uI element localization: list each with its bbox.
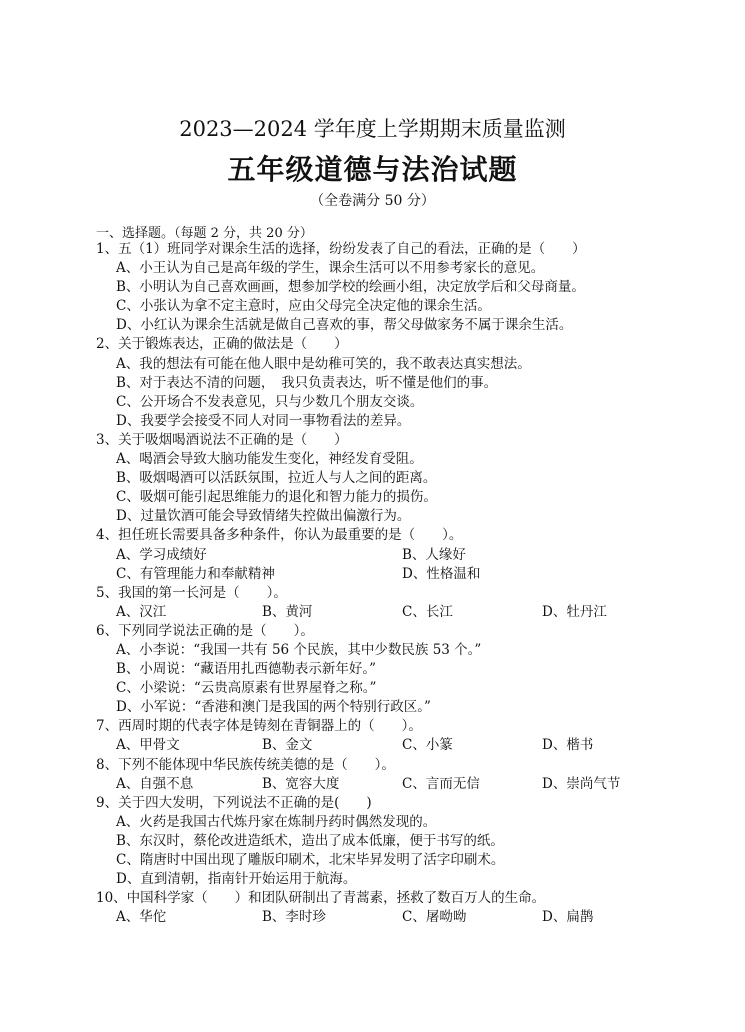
question-option: B、小周说：“藏语用扎西德勒表示新年好。” bbox=[116, 661, 376, 678]
option-row bbox=[96, 565, 716, 584]
question-option: B、宽容大度 bbox=[262, 775, 340, 792]
question-option: C、长江 bbox=[402, 603, 453, 620]
question-option: D、性格温和 bbox=[402, 565, 481, 582]
question-option: C、隋唐时中国出现了雕版印刷术，北宋毕昇发明了活字印刷术。 bbox=[116, 852, 505, 868]
question-option: B、人缘好 bbox=[402, 546, 466, 563]
question-option: C、小梁说：“云贵高原素有世界屋脊之称。” bbox=[116, 680, 377, 697]
question-option: D、我要学会接受不同人对同一事物看法的差异。 bbox=[116, 412, 411, 429]
question-stem: 8、下列不能体现中华民族传统美德的是（ ）。 bbox=[96, 756, 395, 773]
option-row bbox=[96, 775, 716, 794]
question-stem: 1、五（1）班同学对课余生活的选择，纷纷发表了自己的看法，正确的是（ ） bbox=[96, 241, 586, 257]
question-option: C、吸烟可能引起思维能力的退化和智力能力的损伤。 bbox=[116, 489, 437, 506]
exam-period: 2023—2024 学年度上学期期末质量监测 bbox=[179, 117, 566, 141]
question-stem: 10、中国科学家（ ）和团队研制出了青蒿素，拯救了数百万人的生命。 bbox=[96, 890, 546, 907]
question-option: D、直到清朝，指南针开始运用于航海。 bbox=[116, 871, 357, 888]
question-option: B、对于表达不清的问题， 我只负责表达，听不懂是他们的事。 bbox=[116, 374, 498, 391]
question-option: A、我的想法有可能在他人眼中是幼稚可笑的，我不敢表达真实想法。 bbox=[116, 355, 531, 372]
full-score-note: （全卷满分 50 分） bbox=[310, 193, 435, 209]
question-option: A、小李说：“我国一共有 56 个民族，其中少数民族 53 个。” bbox=[116, 641, 482, 658]
question-stem: 6、下列同学说法正确的是（ ）。 bbox=[96, 622, 314, 639]
question-option: A、喝酒会导致大脑功能发生变化，神经发育受阻。 bbox=[116, 451, 423, 468]
question-option: A、火药是我国古代炼丹家在炼制丹药时偶然发现的。 bbox=[116, 813, 437, 830]
question-option: C、小篆 bbox=[402, 737, 453, 754]
question-stem: 3、关于吸烟喝酒说法不正确的是（ ） bbox=[96, 431, 348, 448]
question-option: A、甲骨文 bbox=[116, 737, 180, 754]
question-option: B、小明认为自己喜欢画画，想参加学校的绘画小组，决定放学后和父母商量。 bbox=[116, 279, 585, 296]
question-option: A、小王认为自己是高年级的学生，课余生活可以不用参考家长的意见。 bbox=[116, 260, 545, 277]
option-row bbox=[96, 603, 716, 622]
question-option: C、公开场合不发表意见，只与少数几个朋友交谈。 bbox=[116, 393, 424, 410]
question-option: A、汉江 bbox=[116, 603, 167, 620]
question-option: A、学习成绩好 bbox=[116, 546, 207, 563]
page-title: 五年级道德与法治试题 bbox=[227, 153, 518, 186]
question-option: D、扁鹊 bbox=[542, 909, 594, 926]
question-option: B、李时珍 bbox=[262, 909, 326, 926]
question-stem: 9、关于四大发明，下列说法不正确的是( ) bbox=[96, 794, 372, 811]
question-option: D、崇尚气节 bbox=[542, 775, 621, 792]
question-option: C、有管理能力和奉献精神 bbox=[116, 565, 275, 582]
question-option: D、小红认为课余生活就是做自己喜欢的事，帮父母做家务不属于课余生活。 bbox=[116, 317, 573, 334]
question-option: B、东汉时，蔡伦改进造纸术，造出了成本低廉，便于书写的纸。 bbox=[116, 832, 504, 849]
option-row bbox=[96, 546, 716, 565]
question-option: B、黄河 bbox=[262, 603, 313, 620]
question-option: D、小军说：“香港和澳门是我国的两个特别行政区。” bbox=[116, 699, 431, 716]
question-option: B、吸烟喝酒可以活跃氛围，拉近人与人之间的距离。 bbox=[116, 470, 437, 487]
question-stem: 2、关于锻炼表达，正确的做法是（ ） bbox=[96, 336, 348, 353]
option-row bbox=[96, 736, 716, 755]
question-option: C、言而无信 bbox=[402, 775, 480, 792]
question-option: D、过量饮酒可能会导致情绪失控做出偏激行为。 bbox=[116, 508, 411, 525]
question-option: C、屠呦呦 bbox=[402, 909, 467, 926]
question-option: C、小张认为拿不定主意时，应由父母完全决定他的课余生活。 bbox=[116, 298, 491, 315]
question-option: D、楷书 bbox=[542, 737, 594, 754]
question-option: A、华佗 bbox=[116, 909, 167, 926]
question-stem: 4、担任班长需要具备多种条件，你认为最重要的是（ ）。 bbox=[96, 527, 463, 544]
question-stem: 7、西周时期的代表字体是铸刻在青铜器上的（ ）。 bbox=[96, 718, 422, 735]
question-option: D、牡丹江 bbox=[542, 603, 607, 620]
question-option: A、自强不息 bbox=[116, 775, 194, 792]
option-row bbox=[96, 908, 716, 927]
question-stem: 5、我国的第一长河是（ ）。 bbox=[96, 584, 287, 601]
question-option: B、金文 bbox=[262, 737, 313, 754]
question-list bbox=[96, 240, 716, 927]
section-heading: 一、选择题。（每题 2 分，共 20 分） bbox=[96, 226, 313, 241]
